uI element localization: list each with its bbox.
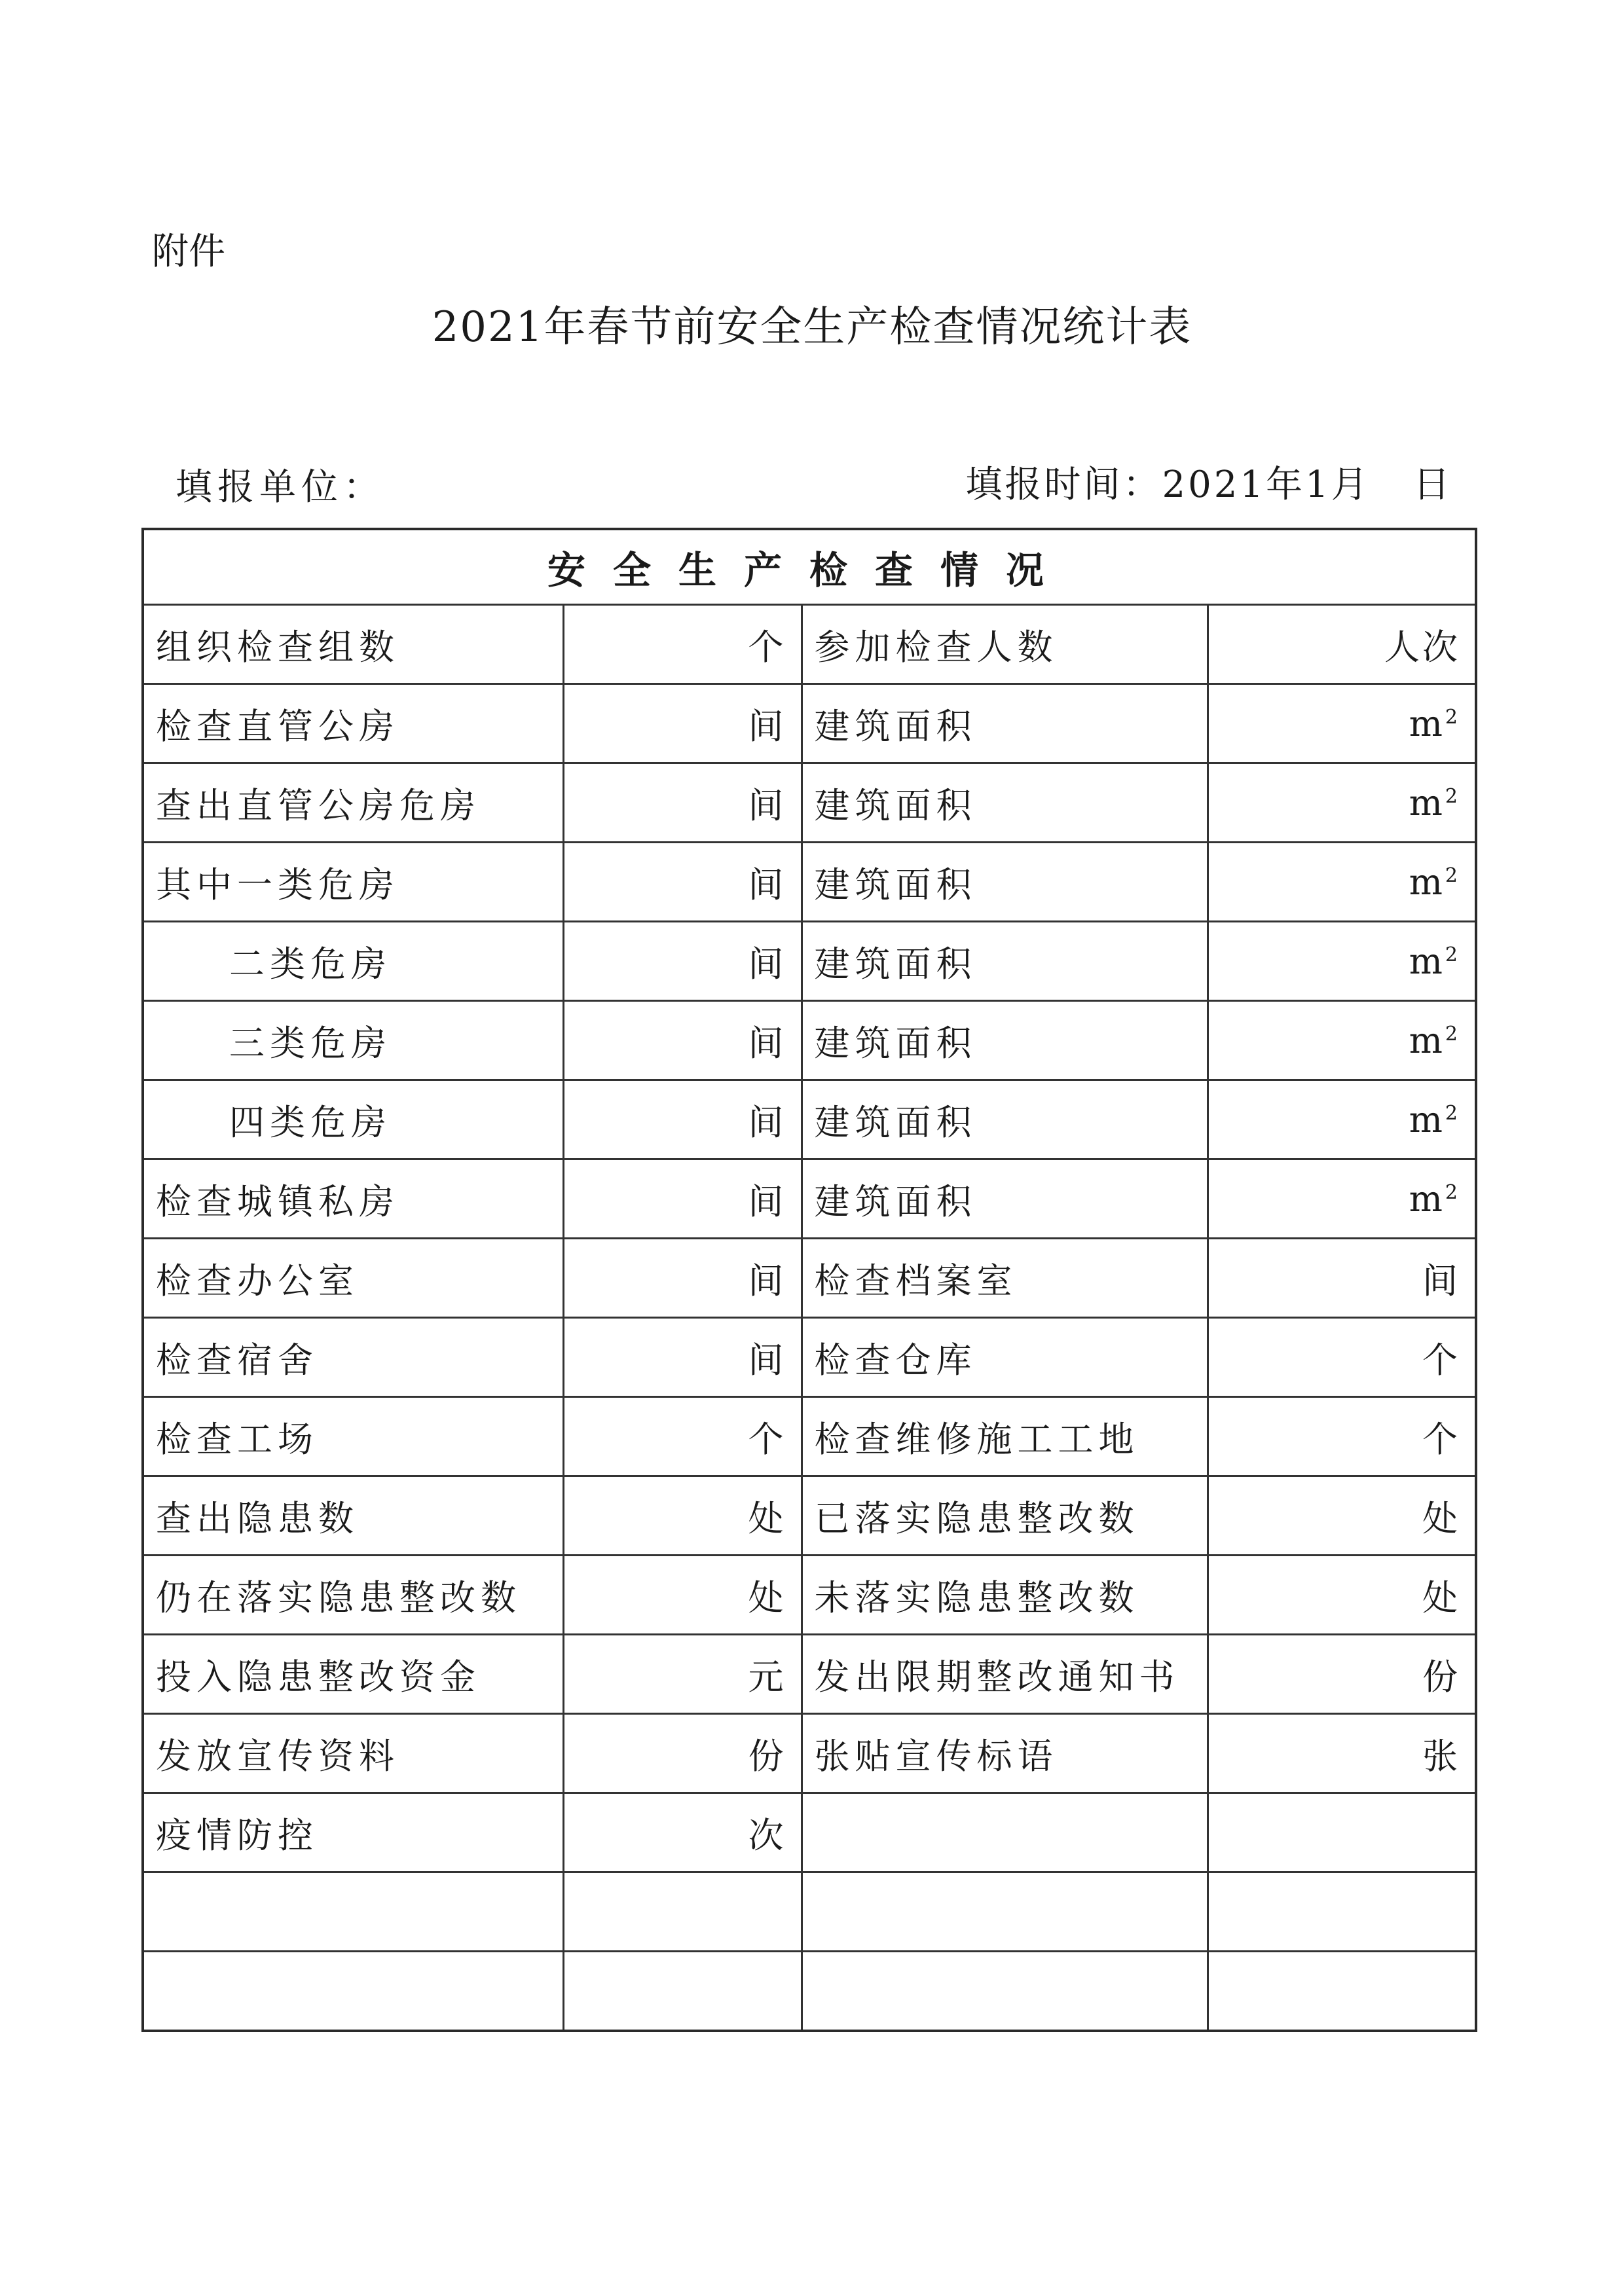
unit-exponent: 2: [1445, 1101, 1461, 1125]
right-unit: 间: [1208, 1239, 1476, 1318]
left-label: [143, 1872, 563, 1952]
left-unit: 个: [563, 1397, 802, 1476]
left-unit: [563, 1872, 802, 1952]
right-label: 建筑面积: [802, 1001, 1208, 1080]
document-title: 2021年春节前安全生产检查情况统计表: [432, 303, 1192, 352]
right-label: 检查仓库: [802, 1318, 1208, 1397]
right-label: 建筑面积: [802, 843, 1208, 922]
unit-base: m: [1409, 702, 1445, 744]
table-row: [143, 1001, 1476, 1080]
left-unit: 间: [563, 843, 802, 922]
unit-base: m: [1409, 1178, 1445, 1220]
left-unit: 间: [563, 1001, 802, 1080]
table-row: [143, 843, 1476, 922]
left-unit: 间: [563, 1318, 802, 1397]
left-label: 疫情防控: [143, 1793, 563, 1872]
left-unit: 次: [563, 1793, 802, 1872]
left-label: 二类危房: [143, 922, 563, 1001]
right-label: [802, 1793, 1208, 1872]
right-label: 检查维修施工工地: [802, 1397, 1208, 1476]
unit-exponent: 2: [1445, 1180, 1461, 1204]
unit-base: m: [1409, 940, 1445, 982]
right-label: [802, 1872, 1208, 1952]
right-unit: 张: [1208, 1714, 1476, 1793]
left-label: 四类危房: [143, 1080, 563, 1159]
right-unit: 人次: [1208, 605, 1476, 684]
left-label: 检查城镇私房: [143, 1159, 563, 1239]
right-label: 参加检查人数: [802, 605, 1208, 684]
table-header: 安全生产检查情况: [143, 529, 1476, 605]
right-unit: 个: [1208, 1397, 1476, 1476]
table-row: [143, 1952, 1476, 2032]
left-label: 三类危房: [143, 1001, 563, 1080]
left-unit: 间: [563, 1239, 802, 1318]
left-label: 检查办公室: [143, 1239, 563, 1318]
table-row: [143, 1159, 1476, 1239]
table-row: [143, 1872, 1476, 1952]
left-label: 检查工场: [143, 1397, 563, 1476]
left-label: 检查宿舍: [143, 1318, 563, 1397]
unit-base: m: [1409, 1099, 1445, 1140]
unit-exponent: 2: [1445, 1022, 1461, 1046]
right-label: [802, 1952, 1208, 2032]
table-row: [143, 1793, 1476, 1872]
unit-base: m: [1409, 861, 1445, 903]
right-unit: [1208, 1080, 1476, 1159]
table-row: [143, 1397, 1476, 1476]
right-unit: 份: [1208, 1635, 1476, 1714]
table-row: [143, 1080, 1476, 1159]
left-label: 组织检查组数: [143, 605, 563, 684]
table-header-row: [143, 529, 1476, 605]
right-label: 发出限期整改通知书: [802, 1635, 1208, 1714]
right-unit: [1208, 763, 1476, 843]
table-row: [143, 605, 1476, 684]
table-row: [143, 1239, 1476, 1318]
right-unit: [1208, 1952, 1476, 2032]
table-row: [143, 1635, 1476, 1714]
right-unit: [1208, 1001, 1476, 1080]
table-row: [143, 922, 1476, 1001]
right-label: 建筑面积: [802, 684, 1208, 763]
right-label: 建筑面积: [802, 1080, 1208, 1159]
left-label: 投入隐患整改资金: [143, 1635, 563, 1714]
left-label: 查出隐患数: [143, 1476, 563, 1556]
left-label: [143, 1952, 563, 2032]
right-label: 张贴宣传标语: [802, 1714, 1208, 1793]
right-unit: [1208, 1159, 1476, 1239]
table-row: [143, 1476, 1476, 1556]
right-label: 建筑面积: [802, 763, 1208, 843]
table-row: [143, 763, 1476, 843]
right-unit: [1208, 1872, 1476, 1952]
right-label: 已落实隐患整改数: [802, 1476, 1208, 1556]
right-label: 未落实隐患整改数: [802, 1556, 1208, 1635]
left-unit: 间: [563, 1159, 802, 1239]
left-label: 其中一类危房: [143, 843, 563, 922]
right-unit: [1208, 684, 1476, 763]
left-unit: 个: [563, 605, 802, 684]
left-unit: 处: [563, 1556, 802, 1635]
unit-base: m: [1409, 1019, 1445, 1061]
left-label: 发放宣传资料: [143, 1714, 563, 1793]
filing-time: 填报时间：2021年1月 日: [965, 464, 1452, 506]
right-label: 检查档案室: [802, 1239, 1208, 1318]
right-unit: 处: [1208, 1476, 1476, 1556]
unit-exponent: 2: [1445, 943, 1461, 966]
right-label: 建筑面积: [802, 922, 1208, 1001]
attachment-label: 附件: [152, 230, 225, 273]
right-unit: [1208, 922, 1476, 1001]
filing-unit-label: 填报单位：: [175, 466, 385, 509]
left-unit: 间: [563, 684, 802, 763]
left-unit: 间: [563, 922, 802, 1001]
left-unit: 处: [563, 1476, 802, 1556]
left-label: 检查直管公房: [143, 684, 563, 763]
unit-exponent: 2: [1445, 784, 1461, 808]
left-unit: 元: [563, 1635, 802, 1714]
table-row: [143, 684, 1476, 763]
unit-base: m: [1409, 782, 1445, 824]
inspection-stats-table: [141, 528, 1477, 2032]
left-unit: 间: [563, 763, 802, 843]
right-label: 建筑面积: [802, 1159, 1208, 1239]
unit-exponent: 2: [1445, 705, 1461, 729]
unit-exponent: 2: [1445, 864, 1461, 887]
left-label: 仍在落实隐患整改数: [143, 1556, 563, 1635]
table-row: [143, 1556, 1476, 1635]
left-unit: 间: [563, 1080, 802, 1159]
table-row: [143, 1714, 1476, 1793]
right-unit: 个: [1208, 1318, 1476, 1397]
left-unit: [563, 1952, 802, 2032]
right-unit: [1208, 1793, 1476, 1872]
left-unit: 份: [563, 1714, 802, 1793]
right-unit: 处: [1208, 1556, 1476, 1635]
right-unit: [1208, 843, 1476, 922]
left-label: 查出直管公房危房: [143, 763, 563, 843]
table-row: [143, 1318, 1476, 1397]
